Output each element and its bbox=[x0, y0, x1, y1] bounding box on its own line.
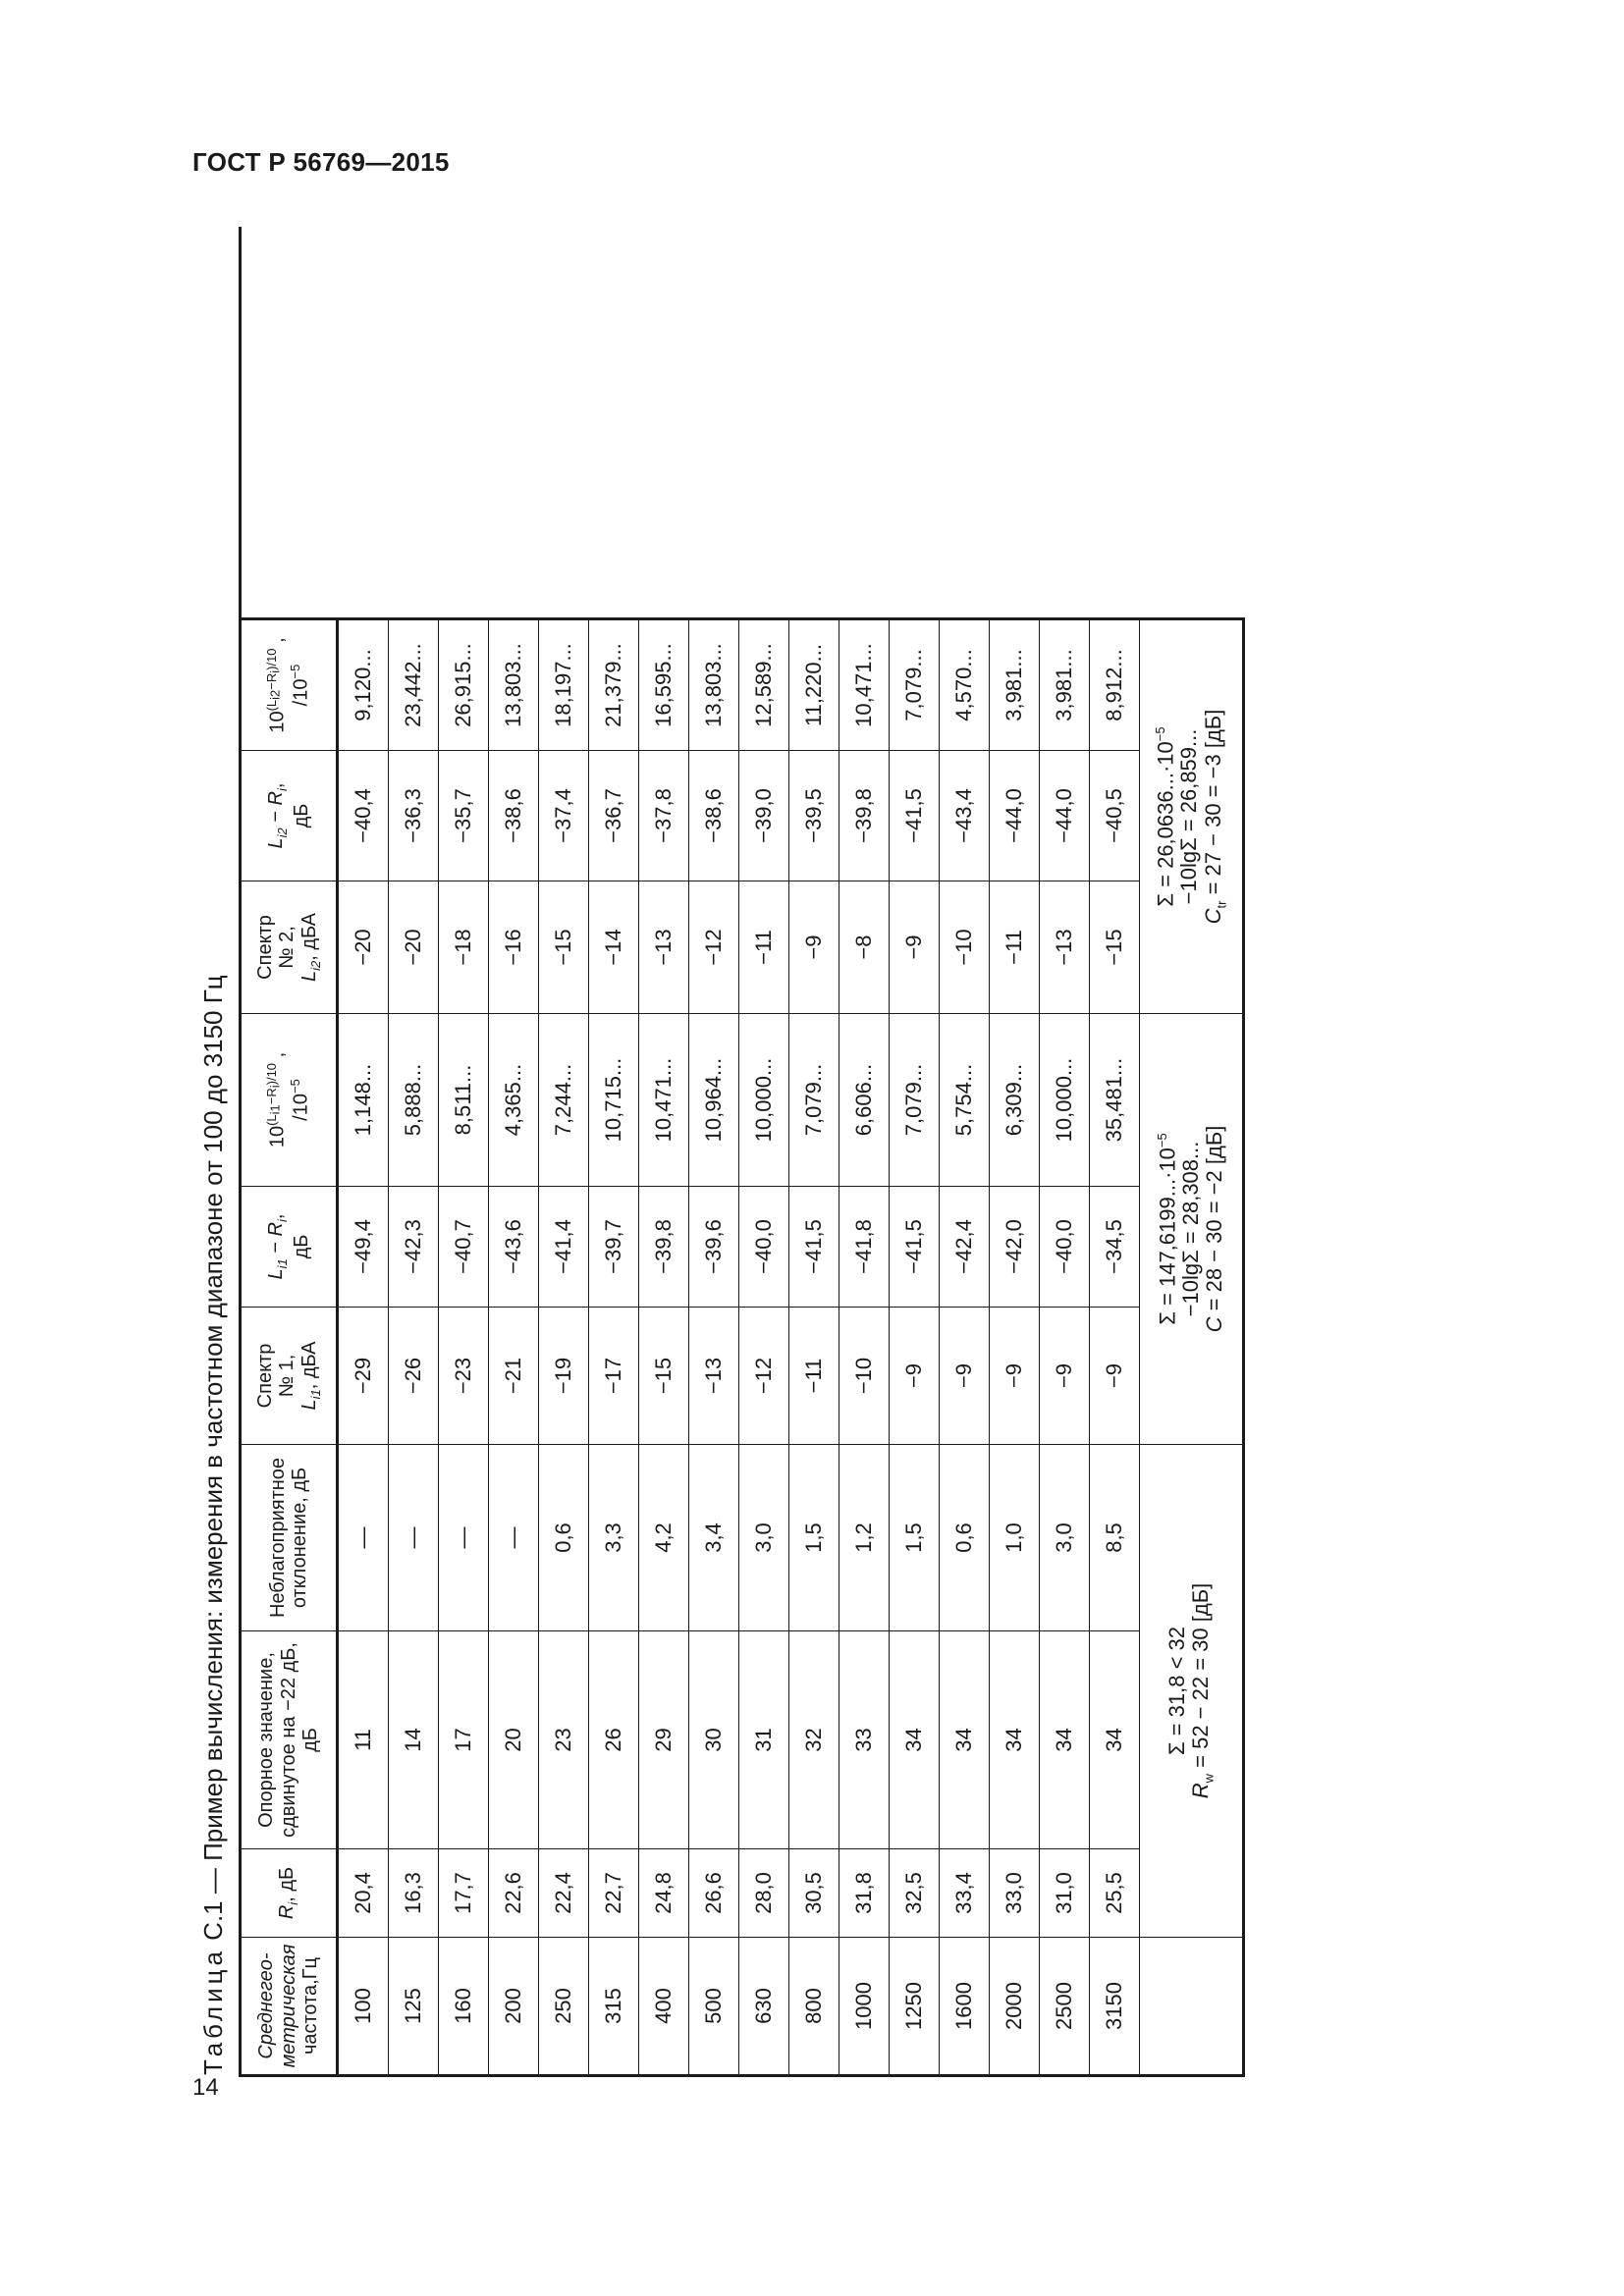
table-cell-deviation: 1,0 bbox=[990, 1444, 1040, 1630]
table-cell-ri: 26,6 bbox=[689, 1848, 739, 1937]
header-diff-2: $L_{i2} - R_i$, дБ bbox=[242, 750, 339, 881]
table-cell-reference: 30 bbox=[689, 1630, 739, 1848]
table-cell-diff-1: −42,3 bbox=[389, 1186, 439, 1307]
table-cell-power-1: 6,606... bbox=[839, 1013, 890, 1186]
table-cell-power-2: 23,442... bbox=[389, 617, 439, 750]
table-cell-frequency: 1000 bbox=[839, 1937, 890, 2074]
table-cell-reference: 34 bbox=[1090, 1630, 1140, 1848]
table-cell-power-2: 26,915... bbox=[439, 617, 489, 750]
table-cell-ri: 32,5 bbox=[890, 1848, 940, 1937]
table-cell-deviation: — bbox=[339, 1444, 389, 1630]
table-cell-power-2: 3,981... bbox=[990, 617, 1040, 750]
header-frequency: Среднегео- метрическая частота,Гц bbox=[242, 1937, 339, 2074]
header-spectrum-2: Спектр № 2, $L_{i2}$, дБА bbox=[242, 881, 339, 1013]
table-cell-deviation: 3,4 bbox=[689, 1444, 739, 1630]
table-cell-spectrum-2: −20 bbox=[339, 881, 389, 1013]
table-cell-reference: 34 bbox=[890, 1630, 940, 1848]
table-cell-power-2: 16,595... bbox=[639, 617, 689, 750]
table-cell-reference: 34 bbox=[990, 1630, 1040, 1848]
table-cell-ri: 17,7 bbox=[439, 1848, 489, 1937]
table-cell-spectrum-1: −23 bbox=[439, 1307, 489, 1444]
table-cell-power-1: 8,511... bbox=[439, 1013, 489, 1186]
table-cell-power-2: 18,197... bbox=[539, 617, 589, 750]
table-cell-ri: 16,3 bbox=[389, 1848, 439, 1937]
table-cell-spectrum-1: −10 bbox=[839, 1307, 890, 1444]
table-cell-ri: 22,6 bbox=[489, 1848, 539, 1937]
table-cell-spectrum-2: −8 bbox=[839, 881, 890, 1013]
table-cell-ri: 28,0 bbox=[739, 1848, 789, 1937]
table-cell-diff-2: −37,8 bbox=[639, 750, 689, 881]
table-cell-diff-1: −41,5 bbox=[789, 1186, 839, 1307]
table-cell-diff-1: −39,6 bbox=[689, 1186, 739, 1307]
table-cell-power-2: 21,379... bbox=[589, 617, 639, 750]
table-cell-power-2: 4,570... bbox=[940, 617, 990, 750]
table-cell-power-1: 1,148... bbox=[339, 1013, 389, 1186]
table-cell-diff-2: −43,4 bbox=[940, 750, 990, 881]
table-cell-spectrum-2: −16 bbox=[489, 881, 539, 1013]
table-cell-diff-1: −43,6 bbox=[489, 1186, 539, 1307]
table-cell-spectrum-2: −10 bbox=[940, 881, 990, 1013]
table-cell-power-1: 10,000... bbox=[739, 1013, 789, 1186]
table-cell-frequency: 100 bbox=[339, 1937, 389, 2074]
table-cell-spectrum-1: −9 bbox=[1090, 1307, 1140, 1444]
table-cell-diff-2: −35,7 bbox=[439, 750, 489, 881]
table-cell-frequency: 400 bbox=[639, 1937, 689, 2074]
table-cell-reference: 34 bbox=[1040, 1630, 1090, 1848]
table-cell-frequency: 2500 bbox=[1040, 1937, 1090, 2074]
table-cell-diff-2: −38,6 bbox=[689, 750, 739, 881]
table-cell-power-1: 6,309... bbox=[990, 1013, 1040, 1186]
summary-spectrum-2-cell: $\Sigma = 26,0636...\cdot 10^{-5}$ −10lgΣ = 26,859... $C_{tr} = 27 - 30 = -3$ [дБ] bbox=[1140, 617, 1245, 1013]
table-cell-spectrum-2: −11 bbox=[990, 881, 1040, 1013]
table-cell-spectrum-2: −11 bbox=[739, 881, 789, 1013]
header-power-2: $10^{(L_{i2}-R_i)/10}$ , $/10^{-5}$ bbox=[242, 617, 339, 750]
table-cell-spectrum-1: −13 bbox=[689, 1307, 739, 1444]
table-cell-diff-1: −39,7 bbox=[589, 1186, 639, 1307]
table-cell-frequency: 500 bbox=[689, 1937, 739, 2074]
rotated-table-block bbox=[194, 227, 1245, 2077]
page-number: 14 bbox=[192, 2074, 219, 2101]
table-cell-reference: 17 bbox=[439, 1630, 489, 1848]
table-cell-spectrum-1: −9 bbox=[1040, 1307, 1090, 1444]
table-cell-frequency: 200 bbox=[489, 1937, 539, 2074]
table-cell-spectrum-1: −9 bbox=[940, 1307, 990, 1444]
table-cell-diff-1: −40,0 bbox=[1040, 1186, 1090, 1307]
table-cell-ri: 31,8 bbox=[839, 1848, 890, 1937]
table-cell-diff-1: −42,4 bbox=[940, 1186, 990, 1307]
table-cell-power-2: 9,120... bbox=[339, 617, 389, 750]
document-header: ГОСТ Р 56769—2015 bbox=[192, 147, 450, 177]
table-cell-deviation: 3,0 bbox=[739, 1444, 789, 1630]
table-cell-frequency: 160 bbox=[439, 1937, 489, 2074]
table-cell-frequency: 1250 bbox=[890, 1937, 940, 2074]
table-cell-diff-1: −41,8 bbox=[839, 1186, 890, 1307]
table-cell-diff-2: −44,0 bbox=[1040, 750, 1090, 881]
table-cell-power-2: 12,589... bbox=[739, 617, 789, 750]
table-cell-spectrum-1: −11 bbox=[789, 1307, 839, 1444]
table-cell-spectrum-2: −13 bbox=[1040, 881, 1090, 1013]
table-cell-spectrum-2: −9 bbox=[789, 881, 839, 1013]
table-cell-frequency: 1600 bbox=[940, 1937, 990, 2074]
table-cell-reference: 14 bbox=[389, 1630, 439, 1848]
table-cell-deviation: 1,5 bbox=[890, 1444, 940, 1630]
table-cell-power-2: 13,803... bbox=[489, 617, 539, 750]
table-cell-power-2: 10,471... bbox=[839, 617, 890, 750]
table-cell-diff-1: −49,4 bbox=[339, 1186, 389, 1307]
table-cell-ri: 24,8 bbox=[639, 1848, 689, 1937]
table-cell-ri: 22,7 bbox=[589, 1848, 639, 1937]
table-cell-frequency: 800 bbox=[789, 1937, 839, 2074]
table-cell-deviation: 1,5 bbox=[789, 1444, 839, 1630]
table-cell-reference: 32 bbox=[789, 1630, 839, 1848]
header-diff-1: $L_{i1} - R_i$, дБ bbox=[242, 1186, 339, 1307]
table-cell-diff-2: −38,6 bbox=[489, 750, 539, 881]
table-cell-diff-1: −42,0 bbox=[990, 1186, 1040, 1307]
table-cell-spectrum-1: −26 bbox=[389, 1307, 439, 1444]
table-cell-diff-2: −36,7 bbox=[589, 750, 639, 881]
table-cell-deviation: 3,3 bbox=[589, 1444, 639, 1630]
header-spectrum-1: Спектр № 1, $L_{i1}$, дБА bbox=[242, 1307, 339, 1444]
table-cell-frequency: 3150 bbox=[1090, 1937, 1140, 2074]
summary-spectrum-1-cell: $\Sigma = 147,6199...\cdot 10^{-5}$ −10lgΣ = 28,308... C = 28 − 30 = −2 [дБ] bbox=[1140, 1013, 1245, 1444]
table-cell-deviation: 4,2 bbox=[639, 1444, 689, 1630]
table-cell-diff-2: −39,5 bbox=[789, 750, 839, 881]
table-cell-diff-1: −39,8 bbox=[639, 1186, 689, 1307]
table-cell-deviation: — bbox=[389, 1444, 439, 1630]
table-cell-deviation: 0,6 bbox=[940, 1444, 990, 1630]
table-cell-power-1: 5,754... bbox=[940, 1013, 990, 1186]
table-cell-spectrum-1: −19 bbox=[539, 1307, 589, 1444]
table-cell-ri: 30,5 bbox=[789, 1848, 839, 1937]
table-cell-power-2: 3,981... bbox=[1040, 617, 1090, 750]
table-cell-diff-2: −37,4 bbox=[539, 750, 589, 881]
table-cell-diff-2: −36,3 bbox=[389, 750, 439, 881]
table-cell-power-1: 10,964... bbox=[689, 1013, 739, 1186]
table-cell-power-1: 10,471... bbox=[639, 1013, 689, 1186]
table-cell-deviation: — bbox=[489, 1444, 539, 1630]
table-cell-ri: 33,0 bbox=[990, 1848, 1040, 1937]
table-cell-spectrum-2: −14 bbox=[589, 881, 639, 1013]
table-cell-power-2: 11,220... bbox=[789, 617, 839, 750]
table-cell-reference: 33 bbox=[839, 1630, 890, 1848]
table-cell-reference: 29 bbox=[639, 1630, 689, 1848]
table-cell-ri: 25,5 bbox=[1090, 1848, 1140, 1937]
table-cell-diff-2: −39,0 bbox=[739, 750, 789, 881]
header-deviation: Неблагоприятное отклонение, дБ bbox=[242, 1444, 339, 1630]
table-cell-spectrum-1: −29 bbox=[339, 1307, 389, 1444]
table-cell-spectrum-1: −9 bbox=[990, 1307, 1040, 1444]
table-cell-spectrum-2: −12 bbox=[689, 881, 739, 1013]
table-cell-deviation: 8,5 bbox=[1090, 1444, 1140, 1630]
table-cell-power-1: 7,079... bbox=[890, 1013, 940, 1186]
table-cell-spectrum-1: −15 bbox=[639, 1307, 689, 1444]
table-cell-diff-1: −40,0 bbox=[739, 1186, 789, 1307]
table-cell-reference: 26 bbox=[589, 1630, 639, 1848]
table-cell-power-1: 7,079... bbox=[789, 1013, 839, 1186]
table-cell-power-1: 7,244... bbox=[539, 1013, 589, 1186]
table-cell-deviation: 3,0 bbox=[1040, 1444, 1090, 1630]
table-cell-reference: 31 bbox=[739, 1630, 789, 1848]
table-cell-diff-2: −41,5 bbox=[890, 750, 940, 881]
table-cell-diff-1: −41,5 bbox=[890, 1186, 940, 1307]
table-cell-power-1: 4,365... bbox=[489, 1013, 539, 1186]
table-cell-reference: 20 bbox=[489, 1630, 539, 1848]
table-cell-diff-2: −39,8 bbox=[839, 750, 890, 881]
table-cell-power-1: 35,481... bbox=[1090, 1013, 1140, 1186]
table-cell-spectrum-1: −21 bbox=[489, 1307, 539, 1444]
summary-deviation-cell: Σ = 31,8 < 32 $R_w = 52 - 22 = 30$ [дБ] bbox=[1140, 1444, 1245, 1937]
header-reference: Опорное значение, сдвинутое на −22 дБ, дБ bbox=[242, 1630, 339, 1848]
table-cell-diff-2: −40,5 bbox=[1090, 750, 1140, 881]
table-cell-spectrum-2: −15 bbox=[539, 881, 589, 1013]
table-caption bbox=[198, 975, 228, 2075]
table-cell-power-1: 5,888... bbox=[389, 1013, 439, 1186]
table-cell-diff-1: −40,7 bbox=[439, 1186, 489, 1307]
table-caption-text: С.1 — Пример вычисления: измерения в частотном диапазоне от 100 до 3150 Гц bbox=[198, 975, 228, 1941]
table-cell-diff-1: −41,4 bbox=[539, 1186, 589, 1307]
table-cell-reference: 11 bbox=[339, 1630, 389, 1848]
table-cell-spectrum-2: −15 bbox=[1090, 881, 1140, 1013]
table-cell-spectrum-2: −20 bbox=[389, 881, 439, 1013]
summary-empty-cell bbox=[1140, 1937, 1245, 2074]
table-cell-frequency: 630 bbox=[739, 1937, 789, 2074]
table-cell-power-2: 7,079... bbox=[890, 617, 940, 750]
table-cell-spectrum-2: −18 bbox=[439, 881, 489, 1013]
table-cell-power-2: 8,912... bbox=[1090, 617, 1140, 750]
table-cell-power-1: 10,715... bbox=[589, 1013, 639, 1186]
table-cell-spectrum-2: −9 bbox=[890, 881, 940, 1013]
table-cell-frequency: 315 bbox=[589, 1937, 639, 2074]
calculation-table bbox=[239, 227, 1245, 2077]
table-cell-deviation: — bbox=[439, 1444, 489, 1630]
table-cell-reference: 23 bbox=[539, 1630, 589, 1848]
table-caption-word: Таблица bbox=[198, 1948, 228, 2075]
table-cell-frequency: 2000 bbox=[990, 1937, 1040, 2074]
table-cell-frequency: 250 bbox=[539, 1937, 589, 2074]
table-cell-spectrum-1: −17 bbox=[589, 1307, 639, 1444]
table-cell-spectrum-2: −13 bbox=[639, 881, 689, 1013]
table-cell-diff-2: −44,0 bbox=[990, 750, 1040, 881]
table-cell-spectrum-1: −9 bbox=[890, 1307, 940, 1444]
table-cell-diff-1: −34,5 bbox=[1090, 1186, 1140, 1307]
header-ri: $R_i$, дБ bbox=[242, 1848, 339, 1937]
table-cell-reference: 34 bbox=[940, 1630, 990, 1848]
table-cell-power-1: 10,000... bbox=[1040, 1013, 1090, 1186]
header-power-1: $10^{(L_{i1}-R_i)/10}$ , $/10^{-5}$ bbox=[242, 1013, 339, 1186]
table-cell-spectrum-1: −12 bbox=[739, 1307, 789, 1444]
table-cell-ri: 22,4 bbox=[539, 1848, 589, 1937]
table-cell-power-2: 13,803... bbox=[689, 617, 739, 750]
table-cell-diff-2: −40,4 bbox=[339, 750, 389, 881]
table-cell-frequency: 125 bbox=[389, 1937, 439, 2074]
table-cell-ri: 20,4 bbox=[339, 1848, 389, 1937]
table-cell-deviation: 1,2 bbox=[839, 1444, 890, 1630]
table-cell-ri: 33,4 bbox=[940, 1848, 990, 1937]
table-cell-deviation: 0,6 bbox=[539, 1444, 589, 1630]
table-cell-ri: 31,0 bbox=[1040, 1848, 1090, 1937]
